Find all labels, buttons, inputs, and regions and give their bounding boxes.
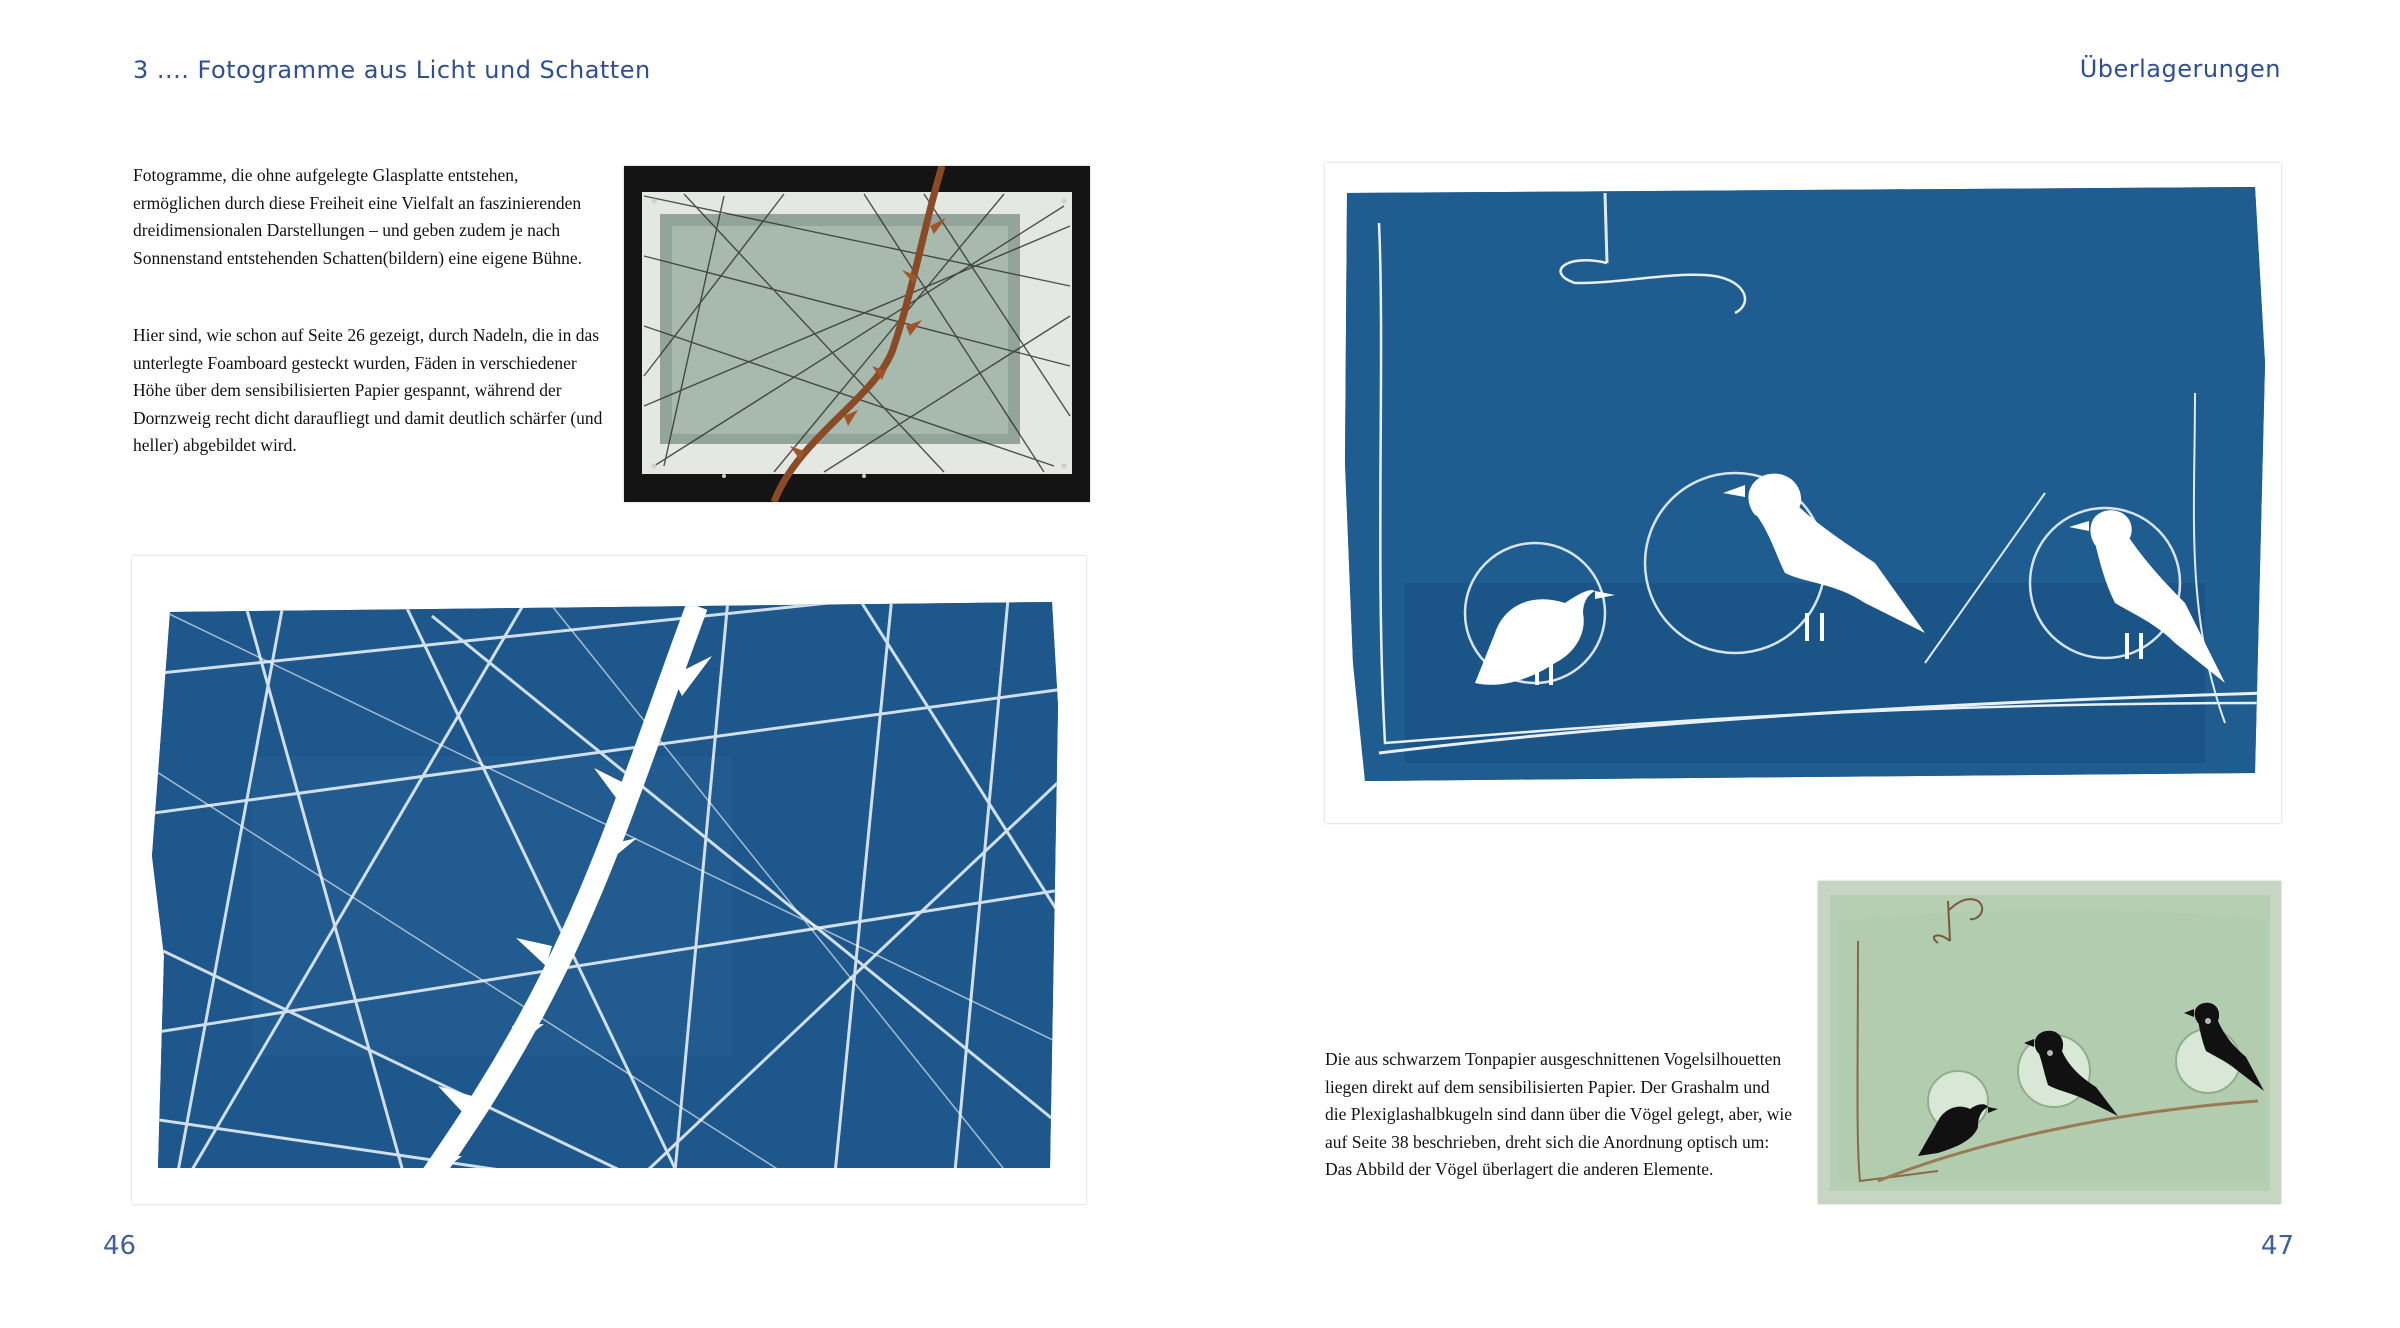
page-number-left: 46 bbox=[103, 1231, 137, 1261]
birds-setup-photo bbox=[1818, 881, 2281, 1204]
section-title: Überlagerungen bbox=[2079, 55, 2281, 83]
chapter-title: 3 .... Fotogramme aus Licht und Schatten bbox=[133, 56, 651, 84]
birds-cyanotype-print bbox=[1325, 163, 2281, 823]
birds-paragraph: Die aus schwarzem Tonpapier ausgeschnittenen Vogelsilhouetten liegen direkt auf dem sensibilisierten Papier. Der Grashalm und die Plexiglashalbkugeln sind dann über die Vögel gelegt, aber, wie auf Seite 38 beschrieben, dreht sich die Anordnung optisch um: Das Abbild der Vögel überlagert die anderen Elemente. bbox=[1325, 1049, 1792, 1180]
thorn-setup-photo bbox=[624, 166, 1090, 502]
detail-paragraph: Hier sind, wie schon auf Seite 26 gezeigt, durch Nadeln, die in das unterlegte Foamboard gesteckt wurden, Fäden in verschiedener Höhe über dem sensibilisierten Papier gespannt, während der Dornzweig recht dicht daraufliegt und damit deutlich schärfer (und heller) abgebildet wird. bbox=[133, 325, 603, 456]
page-number-right: 47 bbox=[2260, 1231, 2294, 1261]
intro-paragraph: Fotogramme, die ohne aufgelegte Glasplatte entstehen, ermöglichen durch diese Freiheit eine Vielfalt an faszinierenden dreidimensionalen Darstellungen – und geben zudem je nach Sonnenstand entstehenden Schatten(bildern) eine eigene Bühne. bbox=[133, 165, 583, 268]
thorn-cyanotype-print bbox=[132, 556, 1086, 1204]
